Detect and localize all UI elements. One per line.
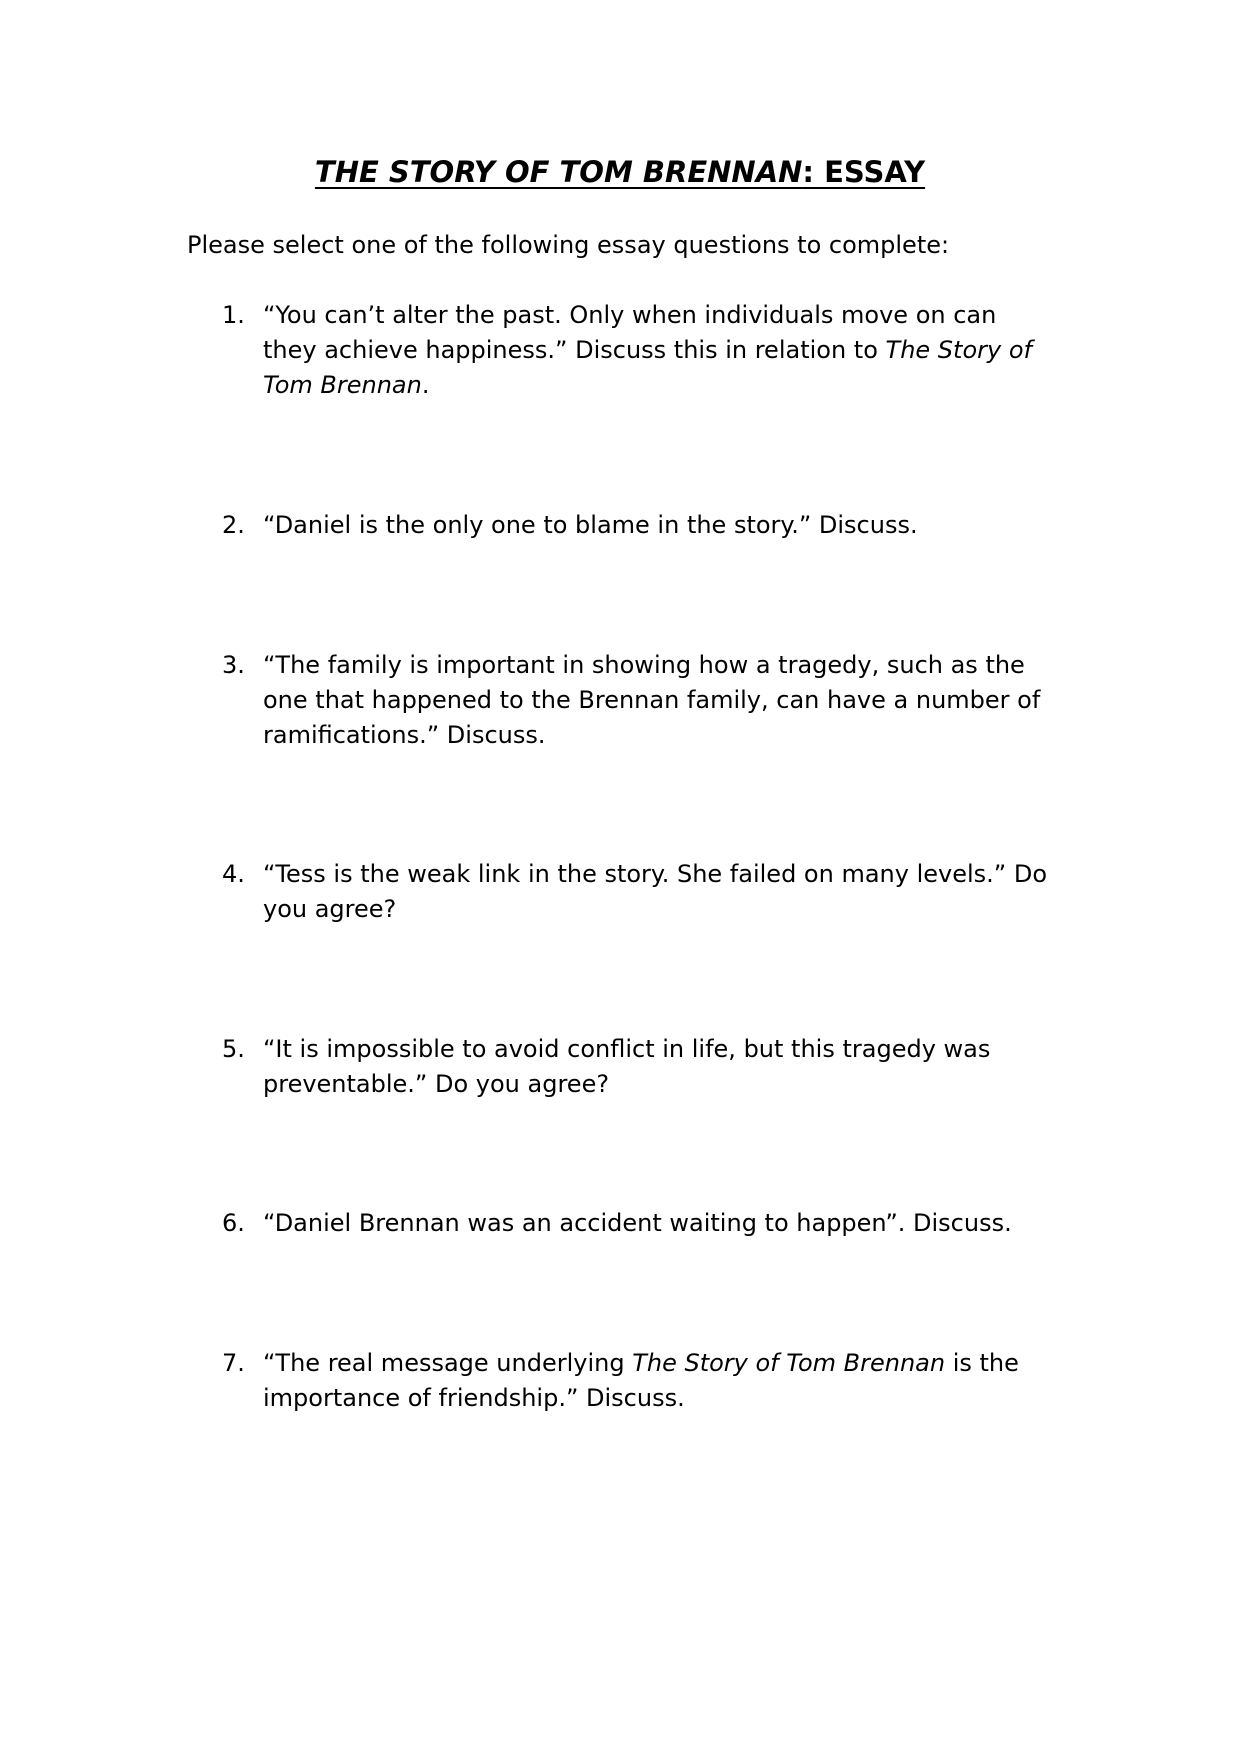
essay-question-6	[222, 1206, 1052, 1241]
question-text: “Tess is the weak link in the story. She failed on many levels.” Do you agree?	[263, 860, 1048, 923]
question-text: “Daniel is the only one to blame in the story.” Discuss.	[263, 511, 918, 539]
question-text: “It is impossible to avoid conflict in life, but this tragedy was preventable.” Do you agree?	[263, 1035, 991, 1098]
question-text-part: .	[421, 371, 430, 399]
title-rest: : ESSAY	[802, 155, 926, 189]
question-text-part: “You can’t alter the past. Only when individuals move on can they achieve happiness.” Discuss this in relation to	[263, 301, 997, 364]
question-number: 4.	[222, 860, 245, 888]
document-title	[0, 152, 1240, 192]
question-text-part: “The real message underlying	[263, 1349, 633, 1377]
question-text: “The family is important in showing how a tragedy, such as the one that happened to the Brennan family, can have a number of ramifications.” Discuss.	[263, 651, 1041, 749]
question-number: 5.	[222, 1035, 245, 1063]
question-text	[263, 1346, 1052, 1416]
question-number: 7.	[222, 1349, 245, 1377]
essay-question-1	[222, 298, 1052, 403]
question-number: 2.	[222, 511, 245, 539]
essay-question-2	[222, 508, 1052, 543]
intro-text: Please select one of the following essay questions to complete:	[187, 231, 950, 259]
essay-question-4	[222, 857, 1052, 927]
question-number: 3.	[222, 651, 245, 679]
essay-question-7	[222, 1346, 1052, 1416]
question-text: “Daniel Brennan was an accident waiting to happen”. Discuss.	[263, 1209, 1012, 1237]
book-title-italic: The Story of Tom Brennan	[263, 336, 1032, 399]
essay-question-5	[222, 1032, 1052, 1102]
question-number: 6.	[222, 1209, 245, 1237]
title-italic: THE STORY OF TOM BRENNAN	[314, 155, 803, 189]
title-text	[315, 155, 925, 189]
essay-question-3	[222, 648, 1052, 753]
book-title-italic: The Story of Tom Brennan	[632, 1349, 946, 1377]
question-text	[263, 298, 1052, 403]
question-text-part: is the importance of friendship.” Discuss.	[263, 1349, 1019, 1412]
question-number: 1.	[222, 301, 245, 329]
